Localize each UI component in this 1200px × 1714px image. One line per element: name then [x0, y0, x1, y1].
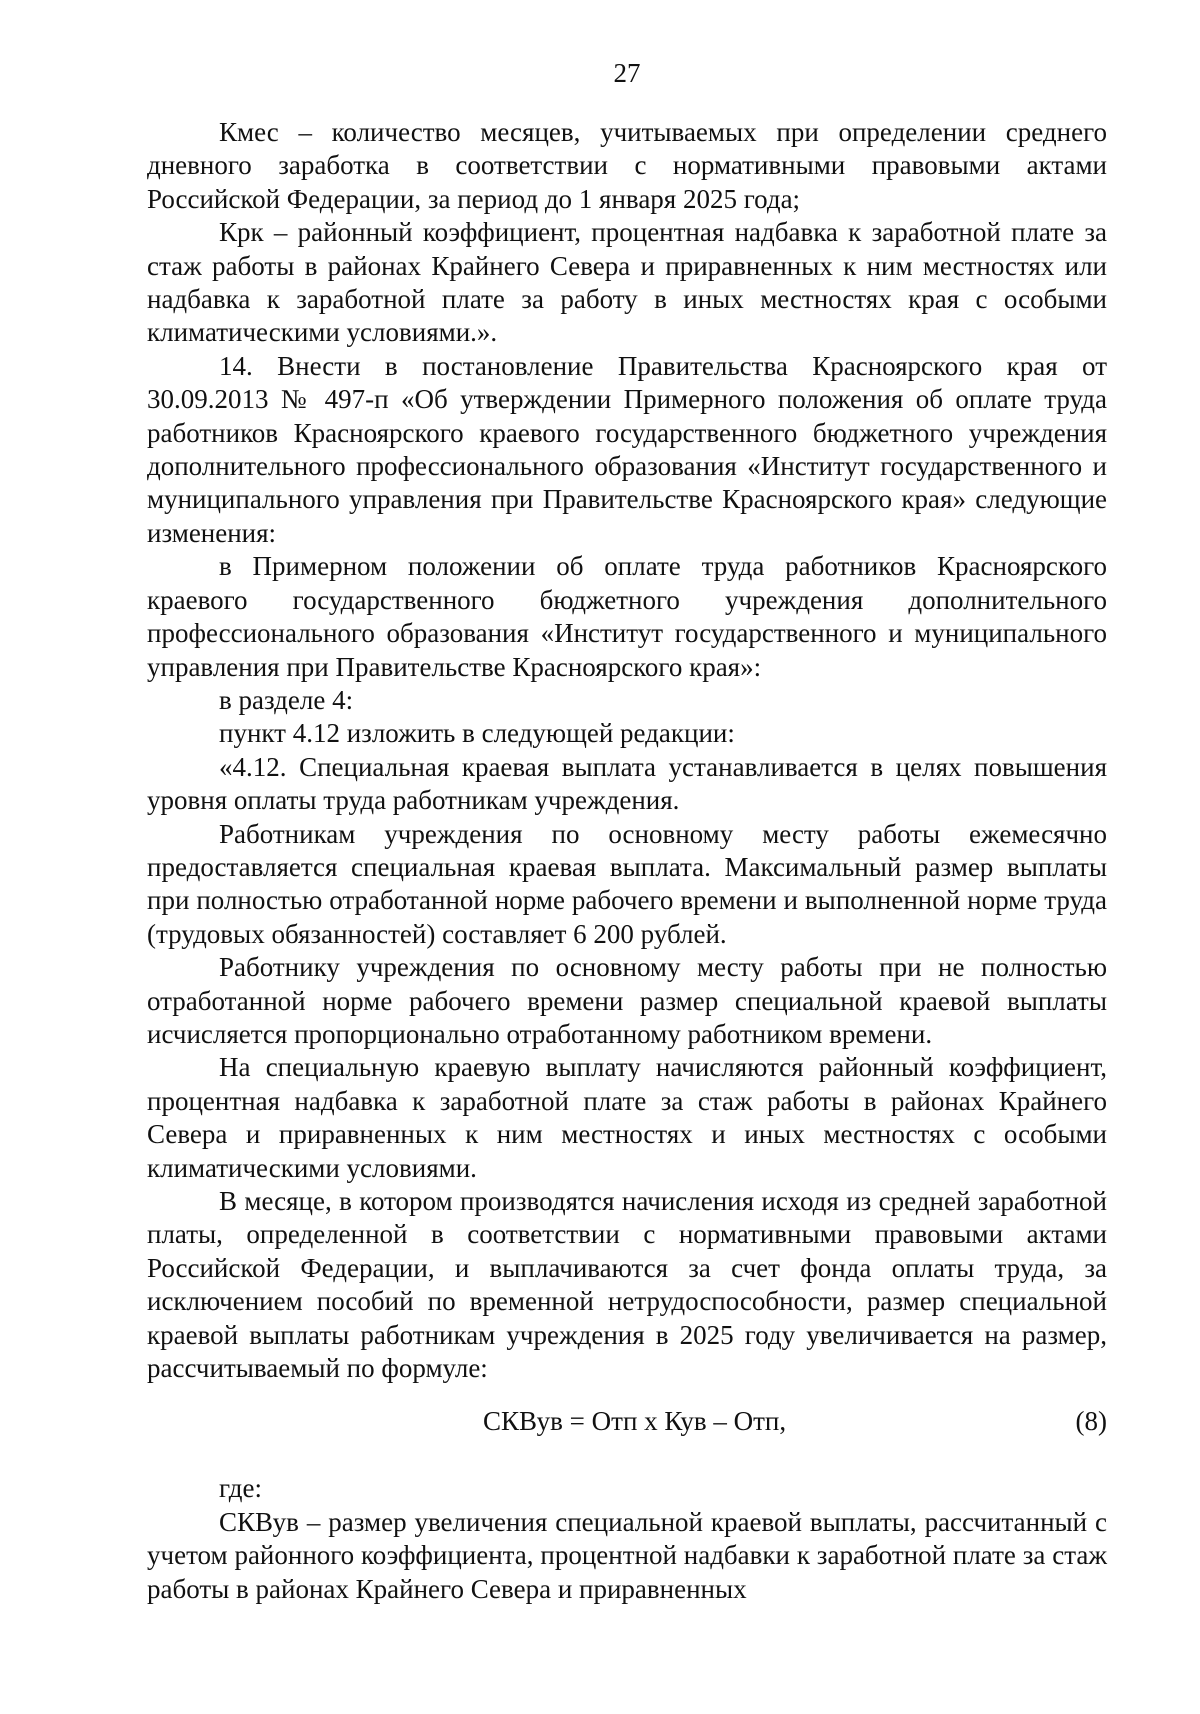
formula-row [147, 1405, 1107, 1438]
paragraph-skvuv-definition: СКВув – размер увеличения специальной краевой выплаты, рассчитанный с учетом районного коэффициента, процентной надбавки к заработной плате за стаж работы в районах Крайнего Севера и приравненных [147, 1506, 1107, 1604]
paragraph-partial-time: Работнику учреждения по основному месту работы при не полностью отработанной норме рабочего времени размер специальной краевой выплаты исчисляется пропорционально отработанному работником времени. [147, 952, 1107, 1049]
paragraph-increase: В месяце, в котором производятся начисления исходя из средней заработной платы, определенной в соответствии с нормативными правовыми актами Российской Федерации, и выплачиваются за счет фонда оплаты труда, за исключением пособий по временной нетрудоспособности, размер специальной краевой выплаты работникам учреждения в 2025 году увеличивается на размер, рассчитываемый по формуле: [147, 1186, 1107, 1384]
page-number: 27 [613, 58, 641, 88]
paragraph-where: где: [219, 1473, 262, 1504]
paragraph-point-4-12: пункт 4.12 изложить в следующей редакции: [219, 718, 735, 749]
document-body [147, 116, 1107, 1606]
paragraph-krk: Крк – районный коэффициент, процентная надбавка к заработной плате за стаж работы в районах Крайнего Севера и приравненных к ним местностях или надбавка к заработной плате за работу в иных местностях края с особыми климатическими условиями.». [147, 217, 1107, 348]
paragraph-monthly-payment: Работникам учреждения по основному месту работы ежемесячно предоставляется специальная краевая выплата. Максимальный размер выплаты при полностью отработанной норме рабочего времени и выполненной норме труда (трудовых обязанностей) составляет 6 200 рублей. [147, 818, 1107, 949]
formula: СКВув = Отп х Кув – Отп, [483, 1406, 787, 1437]
paragraph-item-14: 14. Внести в постановление Правительства Красноярского края от 30.09.2013 № 497-п «Об утверждении Примерного положения об оплате труда работников Красноярского краевого государственного бюджетного учреждения дополнительного профессионального образования «Институт государственного и муниципального управления при Правительстве Красноярского края» следующие изменения: [147, 350, 1107, 548]
paragraph-4-12-text: «4.12. Специальная краевая выплата устанавливается в целях повышения уровня оплаты труда работникам учреждения. [147, 751, 1107, 816]
formula-number: (8) [1075, 1406, 1107, 1437]
paragraph-kmes: Кмес – количество месяцев, учитываемых при определении среднего дневного заработка в соответствии с нормативными правовыми актами Российской Федерации, за период до 1 января 2025 года; [147, 117, 1107, 214]
paragraph-section-4: в разделе 4: [219, 684, 354, 715]
paragraph-coefficients: На специальную краевую выплату начисляются районный коэффициент, процентная надбавка к заработной плате за стаж работы в районах Крайнего Севера и приравненных к ним местностях и иных местностях с особыми климатическими условиями. [147, 1052, 1107, 1183]
paragraph-regulation: в Примерном положении об оплате труда работников Красноярского краевого государственного бюджетного учреждения дополнительного профессионального образования «Институт государственного и муниципального управления при Правительстве Красноярского края»: [147, 551, 1107, 682]
